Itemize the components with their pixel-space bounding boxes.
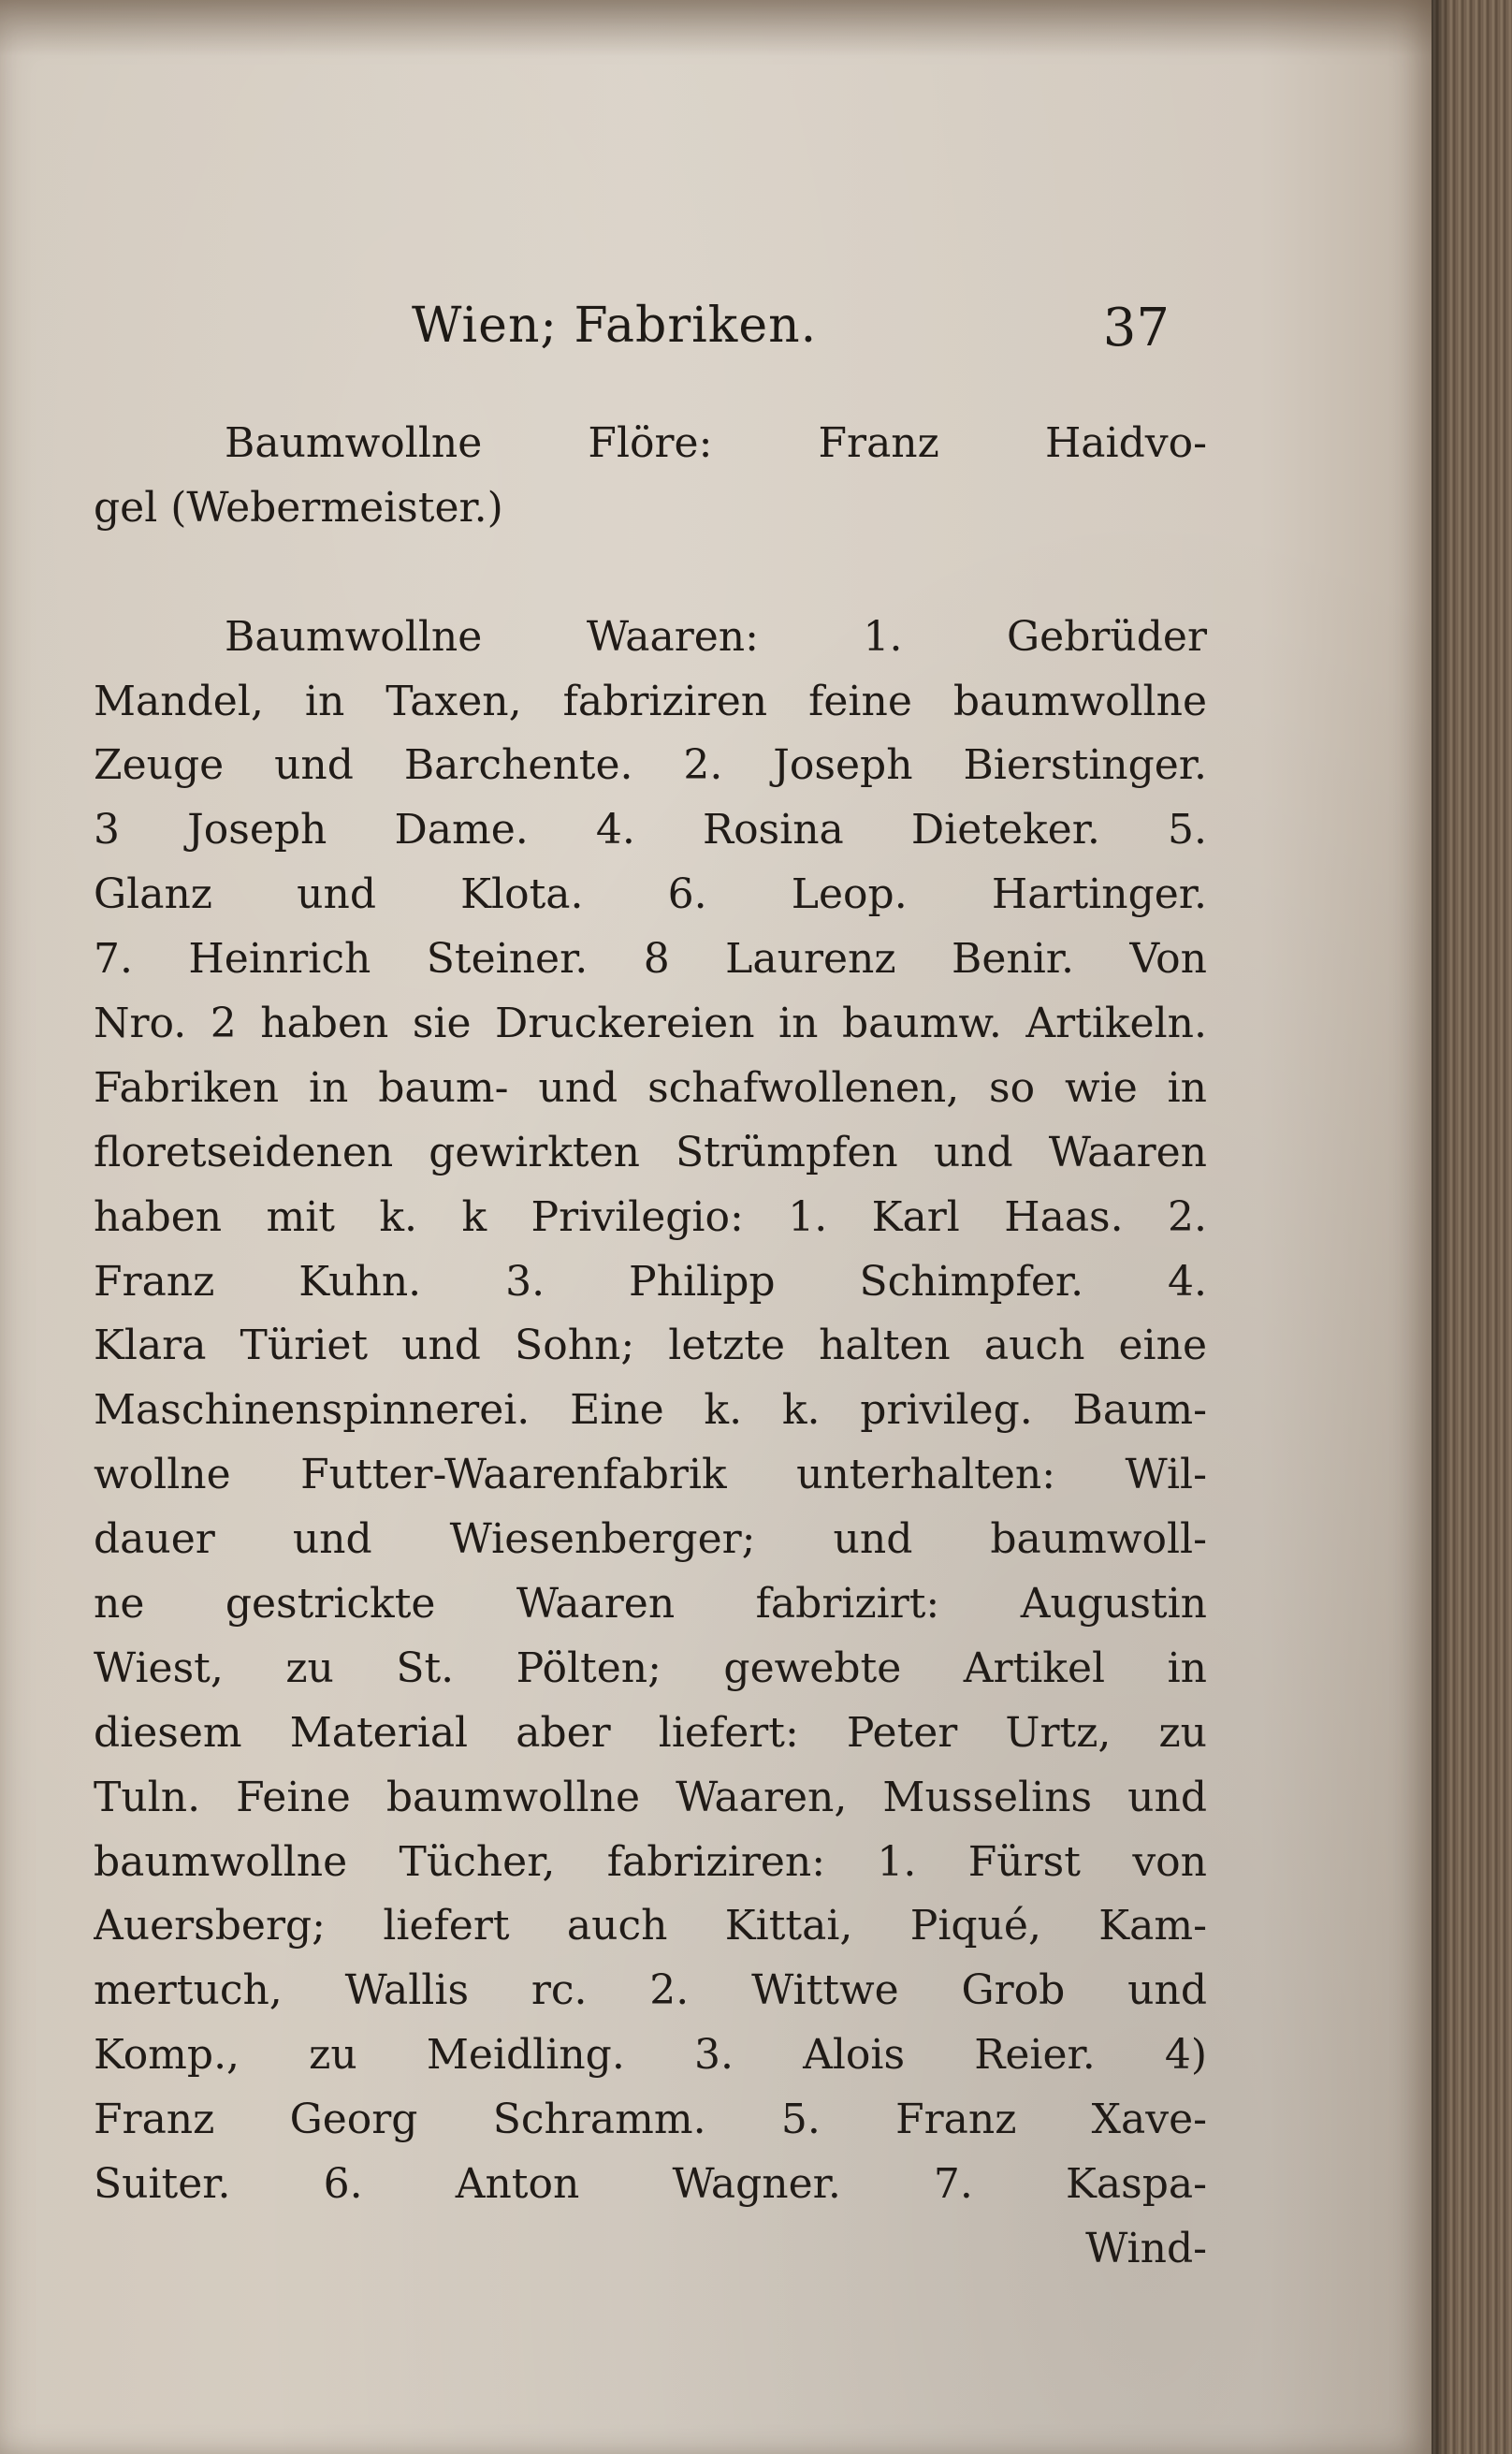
text-line: Klara Türiet und Sohn; letzte halten auch eine [94, 1322, 1207, 1370]
text-line: Auersberg; liefert auch Kittai, Piqué, Kam- [94, 1902, 1207, 1950]
text-line: diesem Material aber liefert: Peter Urtz, zu [94, 1708, 1207, 1757]
text-line: Baumwollne Waaren: 1. Gebrüder [225, 612, 1207, 661]
book-page-edges [1432, 0, 1512, 2454]
body-text [94, 412, 1207, 2282]
text-line: haben mit k. k Privilegio: 1. Karl Haas. 2. [94, 1192, 1207, 1241]
paragraph-gap [94, 541, 1207, 606]
text-line: 3 Joseph Dame. 4. Rosina Dieteker. 5. [94, 806, 1207, 855]
text-line: Wiest, zu St. Pölten; gewebte Artikel in [94, 1643, 1207, 1692]
text-line: wollne Futter-Waarenfabrik unterhalten: Wil- [94, 1451, 1207, 1499]
text-line: Glanz und Klota. 6. Leop. Hartinger. [94, 870, 1207, 919]
text-line: Maschinenspinnerei. Eine k. k. privileg. Baum- [94, 1386, 1207, 1435]
text-line: mertuch, Wallis rc. 2. Wittwe Grob und [94, 1966, 1207, 2015]
text-line: Franz Georg Schramm. 5. Franz Xave- [94, 2096, 1207, 2144]
page-header [412, 298, 1170, 372]
text-line: floretseidenen gewirkten Strümpfen und Waaren [94, 1128, 1207, 1176]
text-line: Baumwollne Flöre: Franz Haidvo- [225, 419, 1207, 467]
text-line: Tuln. Feine baumwollne Waaren, Musselins und [94, 1773, 1207, 1821]
top-shadow [0, 0, 1432, 56]
text-line: dauer und Wiesenberger; und baumwoll- [94, 1515, 1207, 1564]
running-head: Wien; Fabriken. [412, 298, 818, 354]
text-line: Mandel, in Taxen, fabriziren feine baumwollne [94, 677, 1207, 725]
text-line: Komp., zu Meidling. 3. Alois Reier. 4) [94, 2031, 1207, 2080]
text-line: gel (Webermeister.) [94, 483, 503, 532]
text-line: Suiter. 6. Anton Wagner. 7. Kaspa- [94, 2160, 1207, 2209]
text-line: Fabriken in baum- und schafwollenen, so wie in [94, 1063, 1207, 1112]
text-line: baumwollne Tücher, fabriziren: 1. Fürst von [94, 1837, 1207, 1886]
text-line: Zeuge und Barchente. 2. Joseph Bierstinger. [94, 741, 1207, 790]
catchword: Wind- [1085, 2224, 1207, 2272]
text-line: 7. Heinrich Steiner. 8 Laurenz Benir. Von [94, 935, 1207, 984]
text-line: Franz Kuhn. 3. Philipp Schimpfer. 4. [94, 1257, 1207, 1306]
text-line: Nro. 2 haben sie Druckereien in baumw. Artikeln. [94, 1000, 1207, 1048]
page-number: 37 [1102, 298, 1170, 358]
text-line: ne gestrickte Waaren fabrizirt: Augustin [94, 1580, 1207, 1629]
